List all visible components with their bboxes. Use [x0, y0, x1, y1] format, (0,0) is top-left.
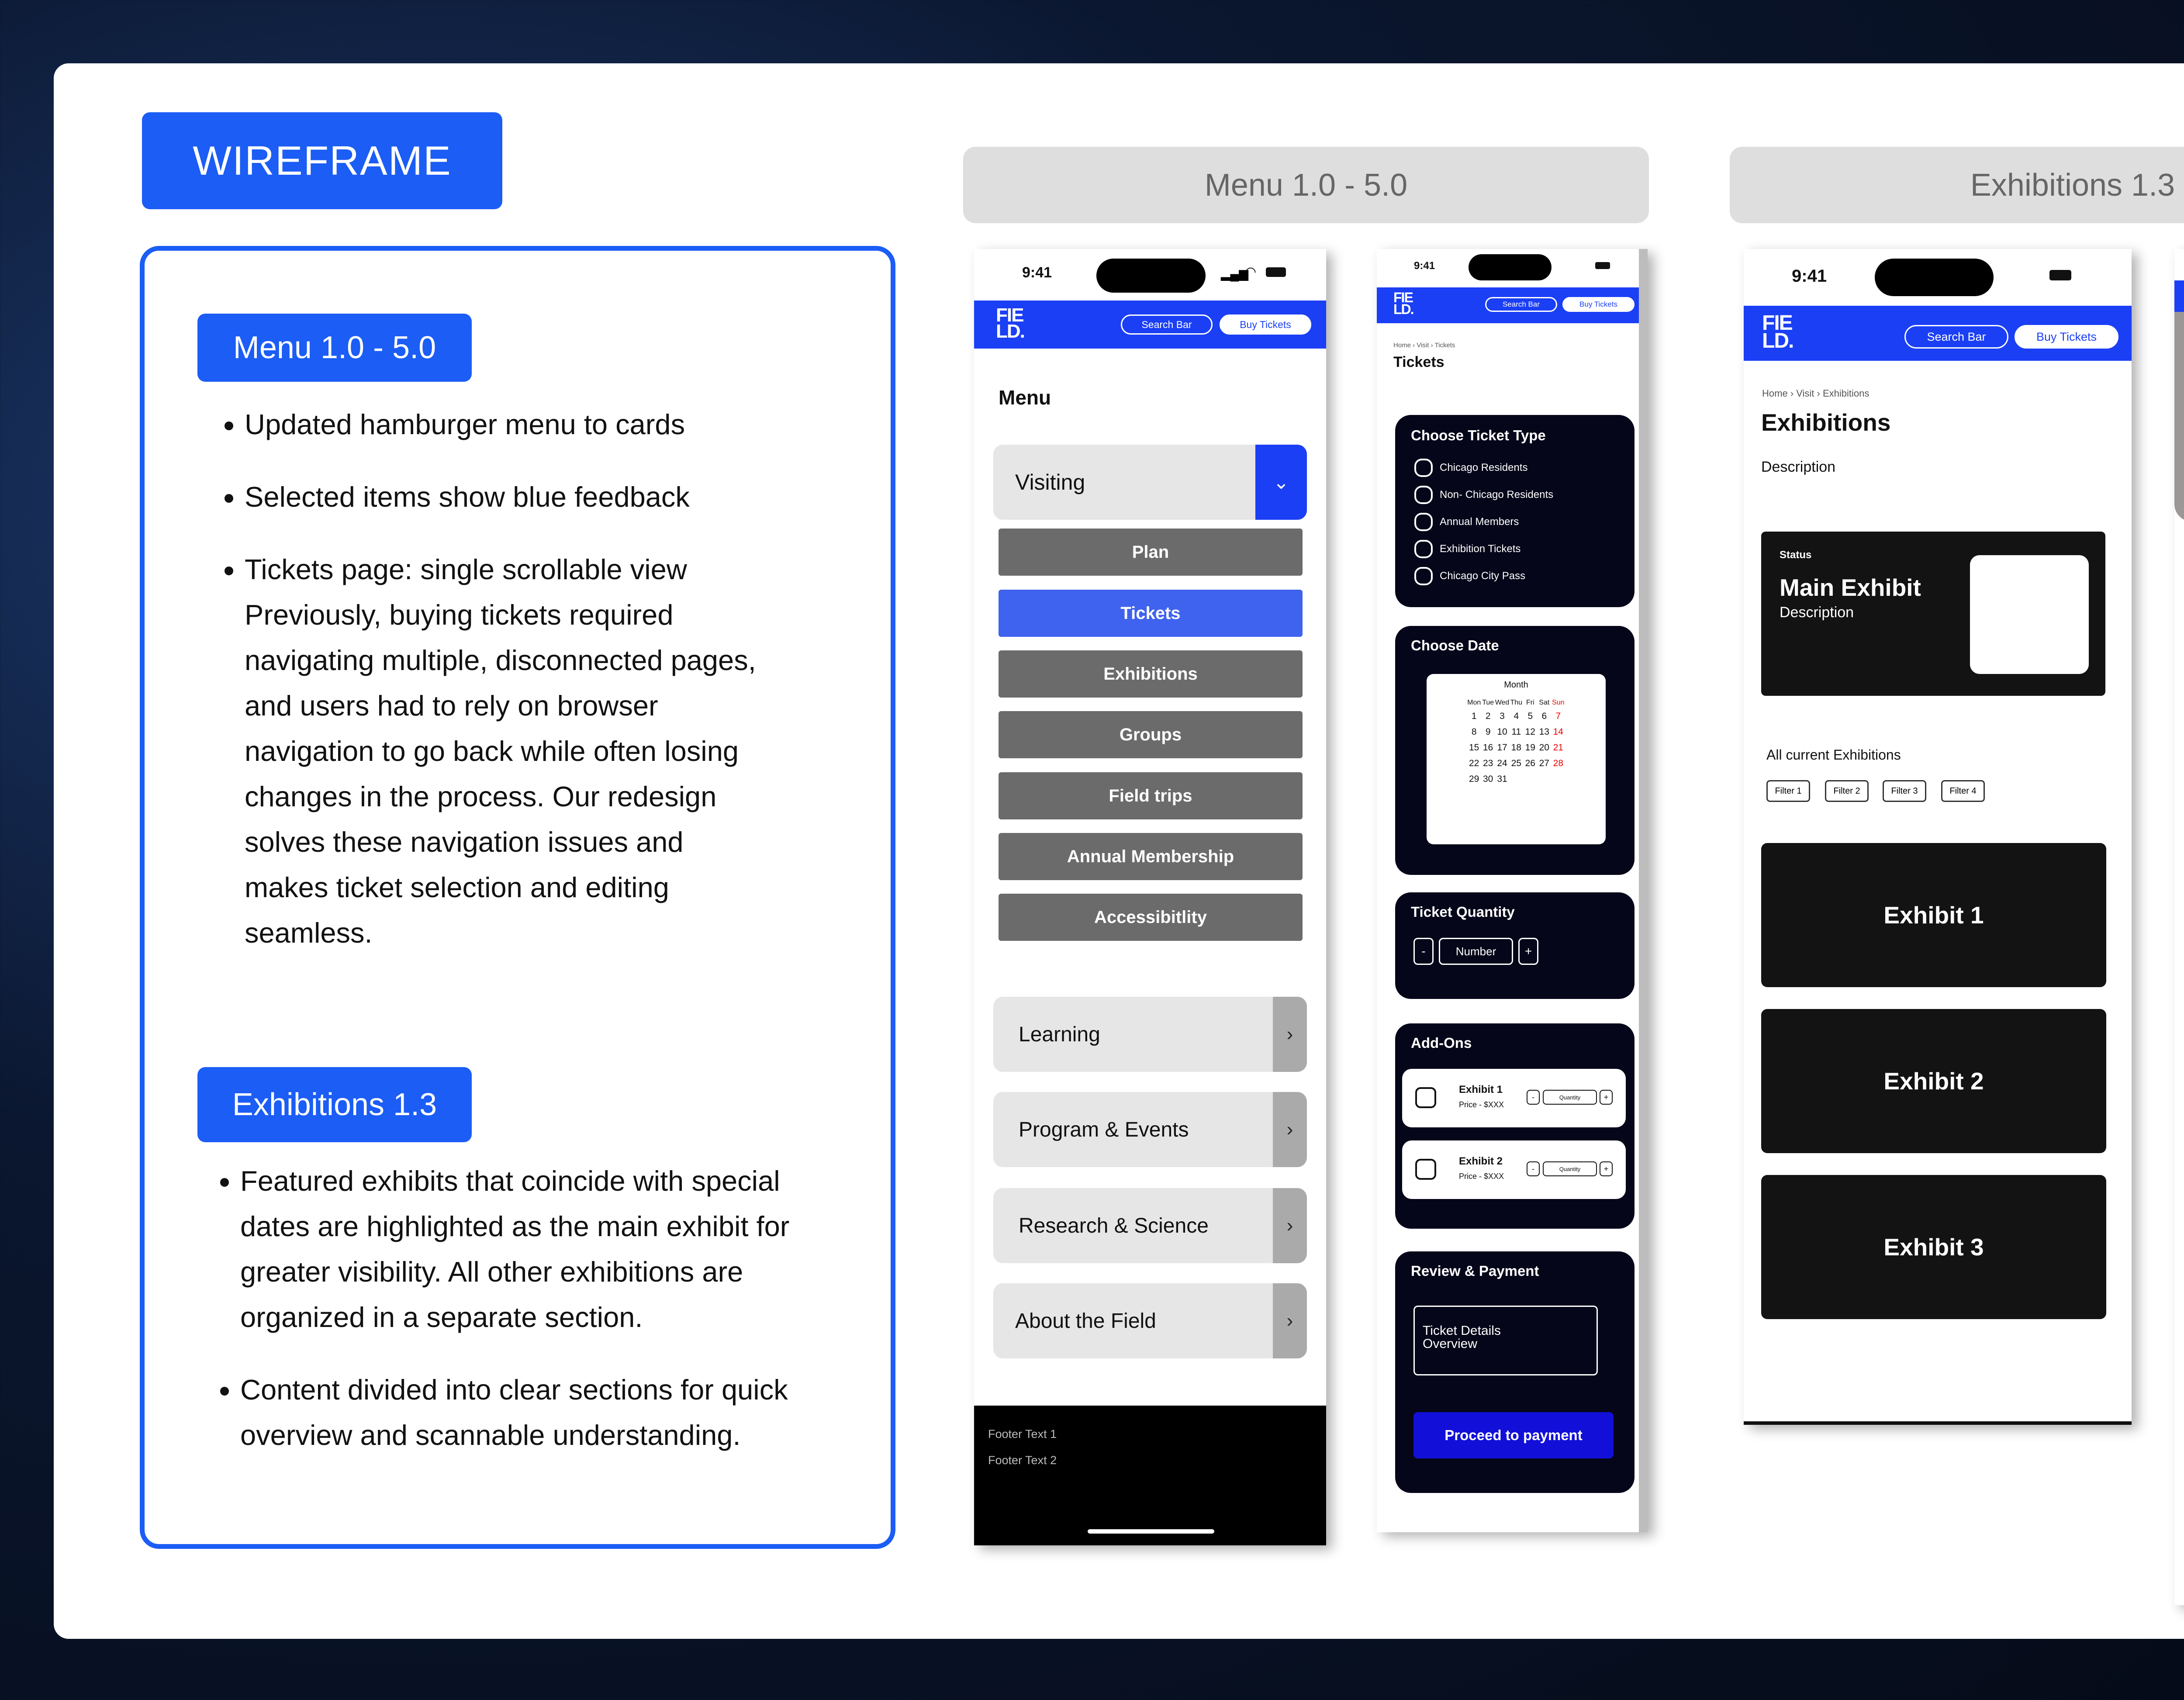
option-label: Chicago City Pass [1440, 570, 1526, 582]
chevron-down-icon[interactable]: ⌄ [1255, 445, 1307, 520]
section-bar-menu: Menu 1.0 - 5.0 [963, 147, 1649, 223]
review-card [1395, 1251, 1635, 1493]
addon-price: Price - $XXX [1459, 1100, 1504, 1109]
calendar-day[interactable]: 7 [1555, 711, 1561, 721]
battery-icon [1266, 267, 1286, 277]
calendar-day[interactable]: 12 [1525, 727, 1535, 737]
calendar-day[interactable]: 2 [1485, 711, 1491, 721]
calendar-week [1467, 771, 1565, 787]
calendar-day [1551, 771, 1565, 787]
calendar-day[interactable]: 15 [1469, 743, 1479, 753]
page-title: Exhibitions [1761, 409, 1891, 436]
research-label: Research & Science [1019, 1214, 1209, 1237]
option-label: Annual Members [1440, 516, 1519, 528]
exhibit-card[interactable]: Exhibit 3 [1761, 1175, 2106, 1319]
dynamic-island [1469, 254, 1552, 280]
menu-notes-tag: Menu 1.0 - 5.0 [197, 314, 472, 382]
calendar-day[interactable]: 13 [1539, 727, 1549, 737]
checkbox[interactable] [1414, 567, 1433, 585]
logo[interactable] [1762, 311, 1794, 352]
calendar-day[interactable]: 23 [1483, 758, 1493, 768]
submenu-tickets[interactable]: Tickets [999, 590, 1303, 637]
submenu-annual-membership[interactable]: Annual Membership [999, 833, 1303, 880]
checkbox[interactable] [1414, 540, 1433, 558]
radio-option[interactable] [1414, 567, 1525, 585]
chevron-right-icon: › [1273, 1283, 1307, 1358]
wireframe-title: WIREFRAME [142, 112, 502, 209]
addon-qty-input[interactable]: Quantity [1543, 1090, 1597, 1105]
calendar-week [1467, 740, 1565, 756]
quantity-heading: Ticket Quantity [1411, 904, 1515, 920]
calendar-week [1467, 708, 1565, 724]
visiting-label: Visiting [1015, 470, 1085, 494]
battery-icon [2049, 270, 2071, 280]
breadcrumb-visit[interactable]: Visit [1417, 342, 1429, 349]
logo-bottom: LD. [1762, 329, 1794, 352]
footer-text-2: Footer Text 2 [988, 1454, 1057, 1467]
search-bar[interactable]: Search Bar [1485, 297, 1557, 312]
calendar-day[interactable]: 3 [1500, 711, 1505, 721]
main-exhibit-title: Main Exhibit [1780, 574, 1921, 601]
radio-option[interactable] [1414, 540, 1521, 558]
buy-tickets-button[interactable]: Buy Tickets [1220, 314, 1311, 335]
checkbox[interactable] [1415, 1087, 1436, 1108]
date-heading: Choose Date [1411, 637, 1499, 653]
addon-name: Exhibit 2 [1459, 1155, 1503, 1167]
about-label: About the Field [1015, 1309, 1156, 1333]
programs-accordion[interactable] [993, 1092, 1307, 1167]
search-bar[interactable]: Search Bar [1121, 314, 1213, 335]
menu-title: Menu [999, 386, 1051, 409]
addon-qty-input[interactable]: Quantity [1543, 1161, 1597, 1176]
exhibit-image [2174, 312, 2184, 522]
calendar-day[interactable]: 14 [1553, 727, 1563, 737]
breadcrumb-home[interactable]: Home [1762, 388, 1788, 399]
calendar-day[interactable]: 21 [1553, 743, 1563, 753]
weekday-label: Wed [1495, 699, 1510, 706]
scrollbar[interactable] [1639, 249, 1648, 1532]
ticket-type-card [1395, 415, 1635, 607]
research-accordion[interactable] [993, 1188, 1307, 1263]
review-heading: Review & Payment [1411, 1263, 1539, 1279]
breadcrumb-exhibitions[interactable]: Exhibitions [1822, 388, 1870, 399]
calendar-day[interactable]: 10 [1497, 727, 1507, 737]
calendar-day[interactable]: 9 [1485, 727, 1491, 737]
calendar-day[interactable]: 18 [1511, 743, 1521, 753]
ticket-type-heading: Choose Ticket Type [1411, 427, 1546, 443]
addon-qty-plus[interactable]: + [1600, 1090, 1613, 1105]
logo-top: FIE [996, 304, 1023, 326]
tickets-phone [1377, 249, 1648, 1532]
radio-option[interactable] [1414, 459, 1527, 477]
navbar [2174, 280, 2184, 312]
breadcrumb-home[interactable]: Home [1393, 342, 1411, 349]
breadcrumb: Home › Visit › Tickets [1393, 342, 1455, 349]
dynamic-island [1096, 259, 1206, 293]
learning-accordion[interactable] [993, 997, 1307, 1072]
menu-notes-list [192, 402, 847, 983]
page-title: Tickets [1393, 354, 1444, 370]
menu-phone [974, 249, 1326, 1545]
exhibitions-notes-list [188, 1158, 830, 1485]
calendar-day[interactable]: 27 [1539, 758, 1549, 768]
section-bar-exhibitions: Exhibitions 1.3 [1730, 147, 2184, 223]
quantity-plus-button[interactable]: + [1518, 938, 1538, 965]
calendar-day[interactable]: 29 [1469, 774, 1479, 784]
calendar-week [1467, 756, 1565, 771]
calendar-day[interactable]: 31 [1497, 774, 1507, 784]
main-exhibit-desc: Description [1780, 604, 1854, 621]
addon-price: Price - $XXX [1459, 1172, 1504, 1181]
list-item: • Featured exhibits that coincide with special dates are highlighted as the main exhibit for greater visibility. All other exhibitions are organized in a separate section. [240, 1158, 830, 1340]
quantity-card [1395, 892, 1635, 999]
calendar-week [1467, 724, 1565, 740]
radio-option[interactable] [1414, 513, 1519, 531]
list-item: • Updated hamburger menu to cards [245, 402, 847, 447]
submenu-field-trips[interactable]: Field trips [999, 772, 1303, 819]
calendar-day [1523, 771, 1537, 787]
list-item: • Tickets page: single scrollable view Previously, buying tickets required navigating multiple, disconnected pages, and users had to rely on browser navigation to go back while often losing changes in the process. Our redesign solves these navigation issues and makes ticket selection and editing seamless. [245, 547, 769, 956]
calendar-day[interactable]: 28 [1553, 758, 1563, 768]
submenu-accessibility[interactable]: Accessibitlity [999, 894, 1303, 941]
weekday-label: Thu [1510, 699, 1523, 706]
calendar-day[interactable]: 17 [1497, 743, 1507, 753]
dynamic-island [1875, 259, 1994, 296]
weekday-label: Fri [1526, 699, 1534, 706]
calendar-day[interactable]: 25 [1511, 758, 1521, 768]
footer [974, 1406, 1326, 1545]
addon-item[interactable] [1402, 1069, 1626, 1127]
filter-chip[interactable]: Filter 2 [1825, 780, 1869, 802]
ticket-details-box [1413, 1306, 1598, 1375]
addons-card [1395, 1023, 1635, 1229]
weekday-label: Mon [1467, 699, 1481, 706]
quantity-minus-button[interactable]: - [1413, 938, 1434, 965]
logo-bottom: LD. [996, 321, 1024, 342]
status-time: 9:41 [1022, 264, 1052, 281]
date-card [1395, 626, 1635, 875]
main-exhibit-card[interactable] [1761, 532, 2105, 696]
filter-chip[interactable]: Filter 3 [1883, 780, 1926, 802]
filter-chip[interactable]: Filter 1 [1766, 780, 1810, 802]
about-accordion[interactable] [993, 1283, 1307, 1358]
checkbox[interactable] [1414, 486, 1433, 504]
breadcrumb-visit[interactable]: Visit [1796, 388, 1814, 399]
radio-option[interactable] [1414, 486, 1553, 504]
home-indicator [1088, 1529, 1214, 1534]
calendar-day[interactable]: 16 [1483, 743, 1493, 753]
signal-icon: ▂▄▆ [1221, 267, 1248, 280]
logo[interactable] [996, 304, 1024, 342]
calendar-day[interactable]: 26 [1525, 758, 1535, 768]
option-label: Chicago Residents [1440, 462, 1528, 473]
calendar-day[interactable]: 19 [1525, 743, 1535, 753]
checkbox[interactable] [1415, 1159, 1436, 1180]
breadcrumb-tickets[interactable]: Tickets [1434, 342, 1455, 349]
all-exhibitions-label: All current Exhibitions [1766, 747, 1901, 763]
exhibit-detail-phone [2174, 249, 2184, 1605]
logo-bottom: LD. [1393, 301, 1413, 318]
exhibit-card[interactable]: Exhibit 2 [1761, 1009, 2106, 1153]
navbar [974, 301, 1326, 349]
battery-icon [1595, 262, 1610, 269]
calendar-day[interactable]: 4 [1514, 711, 1519, 721]
calendar-day[interactable]: 5 [1527, 711, 1533, 721]
chevron-right-icon: › [1273, 1188, 1307, 1263]
weekday-label: Tue [1482, 699, 1494, 706]
exhibitions-phone [1744, 249, 2132, 1425]
calendar-day[interactable]: 22 [1469, 758, 1479, 768]
quantity-input[interactable]: Number [1439, 938, 1513, 965]
calendar-day[interactable]: 30 [1483, 774, 1493, 784]
status-time: 9:41 [1792, 266, 1827, 286]
submenu-groups[interactable]: Groups [999, 711, 1303, 758]
exhibit-card[interactable]: Exhibit 1 [1761, 843, 2106, 987]
calendar-day[interactable]: 24 [1497, 758, 1507, 768]
search-bar[interactable]: Search Bar [1904, 325, 2008, 349]
checkbox[interactable] [1414, 513, 1433, 531]
status-badge: Status [1780, 549, 1812, 561]
ticket-details-label: Ticket Details Overview [1423, 1323, 1501, 1351]
filter-chip[interactable]: Filter 4 [1941, 780, 1985, 802]
weekday-label: Sat [1539, 699, 1550, 706]
logo-top: FIE [1762, 311, 1792, 335]
wifi-icon: ◠ [1245, 265, 1257, 279]
learning-label: Learning [1019, 1023, 1100, 1046]
bottom-divider [1744, 1421, 2132, 1425]
weekday-label: Sun [1552, 699, 1565, 706]
list-item: • Selected items show blue feedback [245, 474, 847, 520]
navbar [1744, 306, 2132, 361]
logo-top: FIE [1393, 290, 1413, 305]
submenu-exhibitions[interactable]: Exhibitions [999, 650, 1303, 698]
calendar-day [1537, 771, 1551, 787]
checkbox[interactable] [1414, 459, 1433, 477]
calendar-day[interactable]: 11 [1511, 727, 1521, 737]
calendar-month: Month [1504, 680, 1528, 690]
addons-heading: Add-Ons [1411, 1035, 1472, 1051]
addon-name: Exhibit 1 [1459, 1084, 1503, 1095]
calendar-day[interactable]: 1 [1471, 711, 1477, 721]
addon-qty-plus[interactable]: + [1600, 1161, 1613, 1176]
programs-label: Program & Events [1019, 1118, 1189, 1141]
chevron-right-icon: › [1273, 1092, 1307, 1167]
calendar-day[interactable]: 6 [1541, 711, 1547, 721]
option-label: Exhibition Tickets [1440, 543, 1521, 555]
breadcrumb: Home › Visit › Exhibitions [1762, 388, 1870, 399]
addon-qty-minus[interactable]: - [1527, 1161, 1540, 1176]
addon-qty-minus[interactable]: - [1527, 1090, 1540, 1105]
calendar[interactable] [1427, 674, 1606, 844]
footer-text-1: Footer Text 1 [988, 1427, 1057, 1441]
calendar-day[interactable]: 8 [1471, 727, 1477, 737]
logo[interactable] [1393, 290, 1413, 318]
addon-item[interactable] [1402, 1140, 1626, 1199]
main-exhibit-image [1970, 555, 2089, 674]
page-description: Description [1761, 459, 1836, 475]
submenu-plan[interactable]: Plan [999, 529, 1303, 576]
calendar-day[interactable]: 20 [1539, 743, 1549, 753]
navbar [1377, 287, 1648, 323]
exhibitions-notes-tag: Exhibitions 1.3 [197, 1067, 472, 1142]
buy-tickets-button[interactable]: Buy Tickets [2015, 325, 2118, 349]
chevron-right-icon: › [1273, 997, 1307, 1072]
option-label: Non- Chicago Residents [1440, 489, 1554, 501]
calendar-day [1509, 771, 1523, 787]
proceed-payment-button[interactable]: Proceed to payment [1413, 1412, 1614, 1458]
calendar-grid [1467, 697, 1565, 787]
list-item: • Content divided into clear sections for quick overview and scannable understanding. [240, 1367, 830, 1458]
status-time: 9:41 [1414, 260, 1435, 272]
buy-tickets-button[interactable]: Buy Tickets [1562, 297, 1635, 312]
